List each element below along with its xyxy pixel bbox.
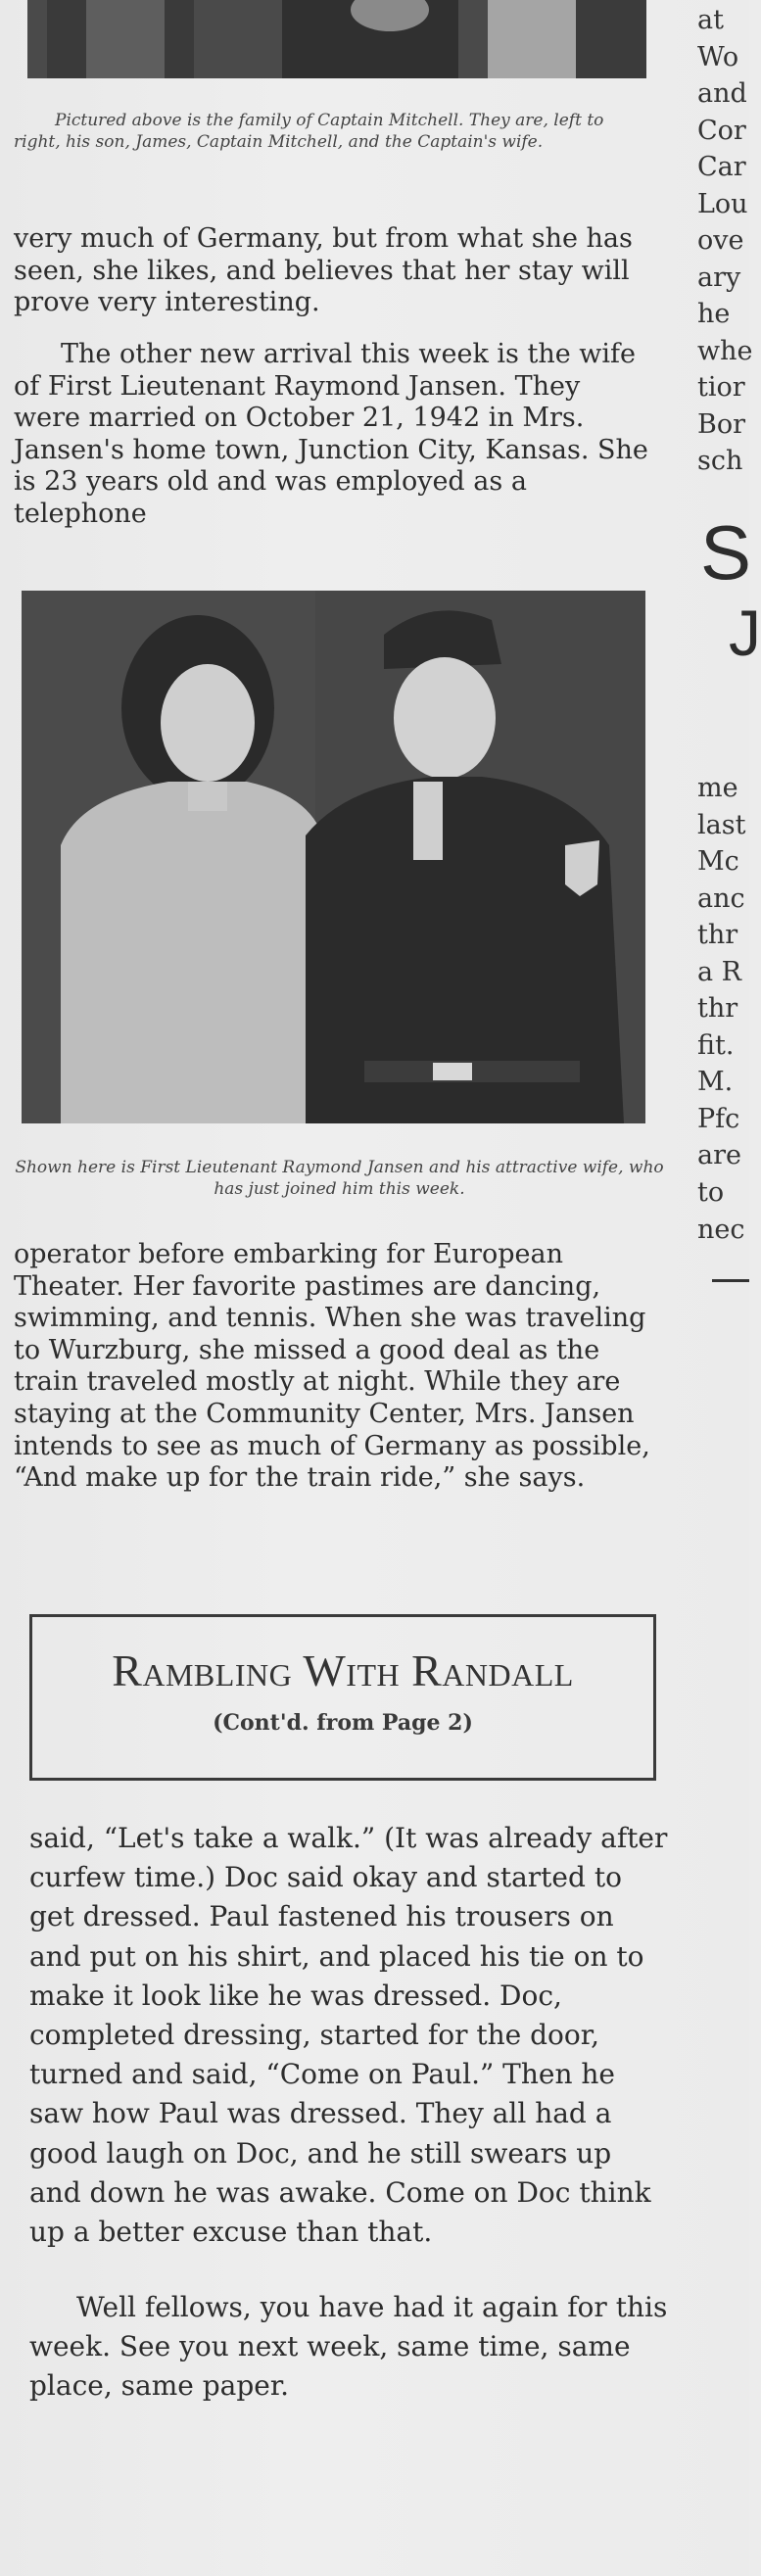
right-column-mid-fragment — [697, 770, 749, 1211]
right-column-line: whe — [697, 335, 753, 366]
right-column-line: sch — [697, 446, 743, 476]
right-column-line: ary — [697, 262, 741, 293]
right-column-line: ove — [697, 225, 744, 256]
right-column-line: to — [697, 1176, 725, 1208]
family-photo — [27, 0, 646, 78]
right-headline-letter: S — [700, 509, 752, 596]
couple-photo-caption: Shown here is First Lieutenant Raymond Jansen and his attractive wife, who has just joined him this week. — [15, 1158, 664, 1199]
column-divider-rule — [712, 1279, 749, 1282]
right-column-line: Mc — [697, 846, 739, 877]
family-photo-caption: Pictured above is the family of Captain Mitchell. They are, left to right, his son, James, Captain Mitchell, and the Captain's wife. — [14, 111, 604, 152]
right-column-line: he — [697, 299, 731, 329]
article-paragraph: very much of Germany, but from what she has seen, she likes, and believes that her stay will prove very interesting. — [14, 223, 633, 318]
right-column-line: Bor — [697, 408, 746, 440]
right-column-line: last — [697, 809, 746, 840]
right-column-line: Lou — [697, 188, 748, 219]
right-column-line: Pfc — [697, 1103, 740, 1134]
right-column-line: fit. — [697, 1029, 735, 1061]
article-paragraph: operator before embarking for European Theater. Her favorite pastimes are dancing, swimming, and tennis. When she was traveling to Wurzburg, she missed a good deal as the train traveled mostly at night. While they are staying at the Community Center, Mrs. Jansen intends to see as much of Germany as possible, “And make up for the train ride,” she says. — [14, 1239, 650, 1494]
right-column-line: a R — [697, 956, 742, 987]
column-header-box — [29, 1614, 656, 1781]
right-column-line: and — [697, 78, 747, 109]
column-paragraph: said, “Let's take a walk.” (It was already after curfew time.) Doc said okay and started to get dressed. Paul fastened his trousers on and put on his shirt, and placed his tie on to make it look like he was dressed. Doc, completed dressing, started for the door, turned and said, “Come on Paul.” Then he saw how Paul was dressed. They all had a good laugh on Doc, and he still swears up and down he was awake. Come on Doc think up a better excuse than that. — [29, 1822, 668, 2249]
right-column-line: thr — [697, 920, 738, 950]
right-column-line: at — [697, 5, 724, 35]
couple-photo-figures — [22, 591, 645, 1123]
couple-photo — [22, 591, 645, 1123]
column-title: Rambling With Randall — [112, 1646, 574, 1695]
right-column-line: Cor — [697, 115, 746, 146]
article-paragraph: The other new arrival this week is the wife of First Lieutenant Raymond Jansen. They were married on October 21, 1942 in Mrs. Jansen's home town, Junction City, Kansas. She is 23 years old and was employed as a telephone — [14, 339, 648, 529]
family-photo-figures — [27, 0, 646, 78]
right-column-line: M. — [697, 1067, 734, 1097]
right-column-line: thr — [697, 993, 738, 1024]
right-column-line: me — [697, 773, 738, 803]
right-column-top-fragment — [697, 2, 753, 480]
right-headline-letter: J — [729, 596, 761, 669]
column-paragraph: Well fellows, you have had it again for this week. See you next week, same time, same place, same paper. — [29, 2291, 668, 2403]
right-column-line: Wo — [697, 41, 739, 72]
right-column-line: anc — [697, 883, 745, 914]
right-column-line: tior — [697, 372, 745, 403]
right-column-line: nec — [697, 1215, 745, 1245]
right-column-line: Car — [697, 152, 746, 182]
column-subtitle: (Cont'd. from Page 2) — [213, 1710, 473, 1736]
right-column-line: are — [697, 1140, 741, 1170]
